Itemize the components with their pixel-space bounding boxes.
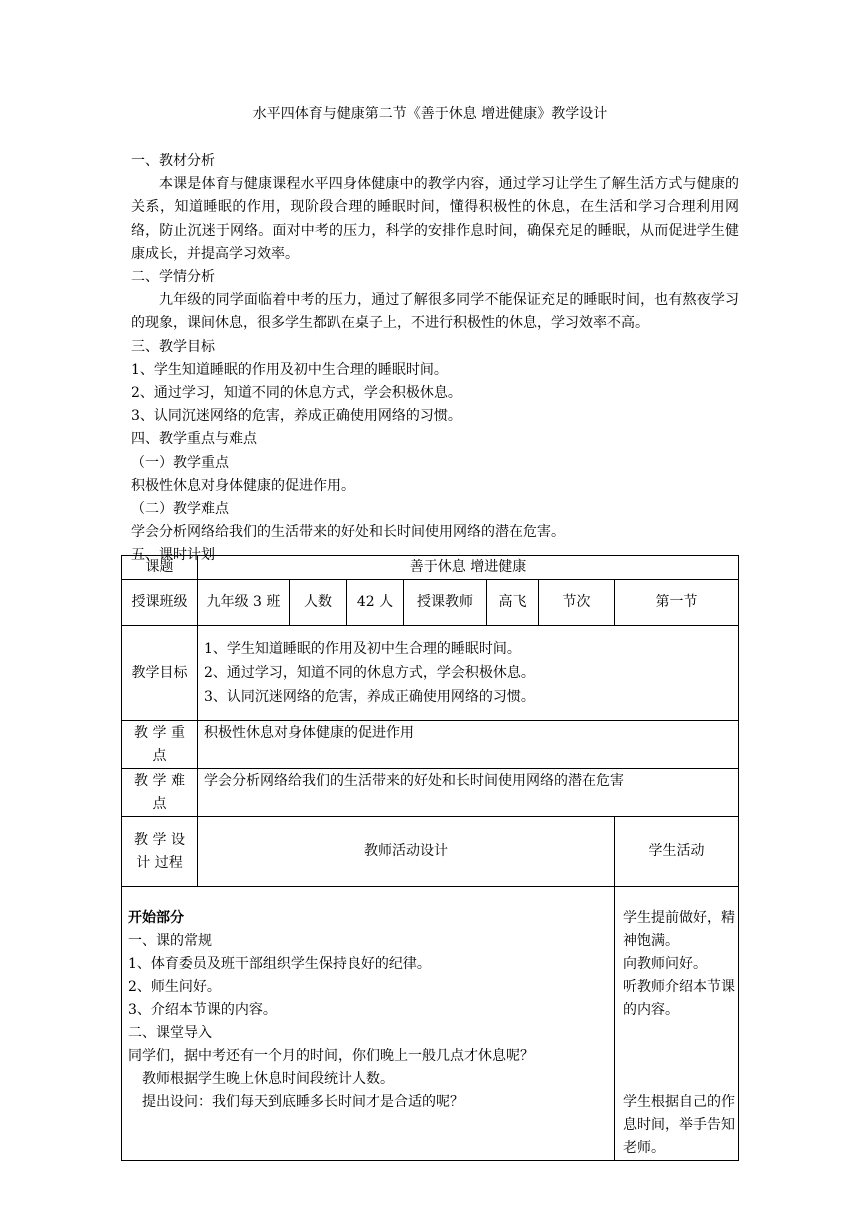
objectives-label: 教学目标 [122,626,198,721]
teacher-label: 授课教师 [404,580,487,626]
objective-item: 3、认同沉迷网络的危害，养成正确使用网络的习惯。 [131,408,462,425]
routine-heading: 一、课的常规 [128,933,212,949]
difficult-point-text: 学会分析网络给我们的生活带来的好处和长时间使用网络的潜在危害。 [131,524,565,541]
student-activity-header: 学生活动 [615,817,739,887]
objective-item: 1、学生知道睡眠的作用及初中生合理的睡眠时间。 [131,361,448,378]
section-heading-material: 一、教材分析 [131,153,215,169]
material-analysis-paragraph: 本课是体育与健康课程水平四身体健康中的教学内容，通过学习让学生了解生活方式与健康的关系，知道睡眠的作用，现阶段合理的睡眠时间，懂得积极性的休息，在生活和学习合理利用网络，防止沉迷于网络。面对中考的压力，科学的安排作息时间，确保充足的睡眠，从而促进学生健康成长，并提高学习效率。 [131,176,739,262]
intro-line: 教师根据学生晚上休息时间段统计人数。 [142,1071,394,1087]
table-row-process-header [122,817,739,887]
section-heading-students: 二、学情分析 [131,269,215,286]
class-label: 授课班级 [122,580,198,626]
routine-item: 3、介绍本节课的内容。 [128,1002,277,1018]
routine-item: 1、体育委员及班干部组织学生保持良好的纪律。 [128,956,431,972]
objective-item: 2、通过学习，知道不同的休息方式，学会积极休息。 [131,385,462,402]
table-row-process-content [122,887,739,1161]
difficult-point-heading: （二）教学难点 [131,501,229,518]
key-point-text: 积极性休息对身体健康的促进作用。 [131,477,355,494]
count-value: 42 人 [347,580,404,626]
period-value: 第一节 [615,580,739,626]
teacher-activity-header: 教师活动设计 [198,817,615,887]
lesson-plan-table [121,555,739,1161]
objective-item: 3、认同沉迷网络的危害，养成正确使用网络的习惯。 [204,689,535,705]
table-row-difficult-point [122,769,739,817]
section-heading-objectives: 三、教学目标 [131,338,215,355]
teacher-activity-content [122,887,615,1161]
difficult-point-label: 教 学 难 点 [122,769,198,817]
count-label: 人数 [290,580,347,626]
start-part-heading: 开始部分 [128,910,184,926]
section-heading-lesson-plan: 五、课时计划 [131,547,215,564]
table-row-class-info [122,580,739,626]
class-value: 九年级 3 班 [198,580,290,626]
student-activity-item: 学生根据自己的作息时间，举手告知老师。 [623,1094,735,1156]
key-point-label: 教 学 重 点 [122,721,198,769]
intro-line: 同学们，据中考还有一个月的时间，你们晚上一般几点才休息呢？ [128,1048,534,1064]
student-analysis-paragraph: 九年级的同学面临着中考的压力，通过了解很多同学不能保证充足的睡眠时间，也有熬夜学习的现象，课间休息，很多学生都趴在桌子上，不进行积极性的休息，学习效率不高。 [131,292,739,332]
intro-line: 提出设问：我们每天到底睡多长时间才是合适的呢？ [142,1094,464,1110]
teacher-value: 高飞 [487,580,539,626]
document-body [131,150,739,568]
student-activity-item: 听教师介绍本节课的内容。 [623,979,735,1018]
table-row-topic [122,556,739,580]
key-point-heading: （一）教学重点 [131,454,229,471]
intro-heading: 二、课堂导入 [128,1025,212,1041]
student-activity-item: 向教师问好。 [623,956,707,972]
objective-item: 1、学生知道睡眠的作用及初中生合理的睡眠时间。 [204,641,521,657]
topic-value: 善于休息 增进健康 [198,556,739,580]
routine-item: 2、师生问好。 [128,979,221,995]
period-label: 节次 [539,580,615,626]
student-activity-content [615,887,739,1161]
process-label: 教 学 设 计 过程 [122,817,198,887]
objective-item: 2、通过学习，知道不同的休息方式，学会积极休息。 [204,665,535,681]
difficult-point-value: 学会分析网络给我们的生活带来的好处和长时间使用网络的潜在危害 [198,769,739,817]
section-heading-key-difficult: 四、教学重点与难点 [131,431,257,448]
table-row-key-point [122,721,739,769]
table-row-objectives [122,626,739,721]
topic-label: 课题 [122,556,198,580]
document-title: 水平四体育与健康第二节《善于休息 增进健康》教学设计 [252,106,608,122]
key-point-value: 积极性休息对身体健康的促进作用 [198,721,739,769]
objectives-list [198,626,739,721]
student-activity-item: 学生提前做好，精神饱满。 [623,910,735,949]
